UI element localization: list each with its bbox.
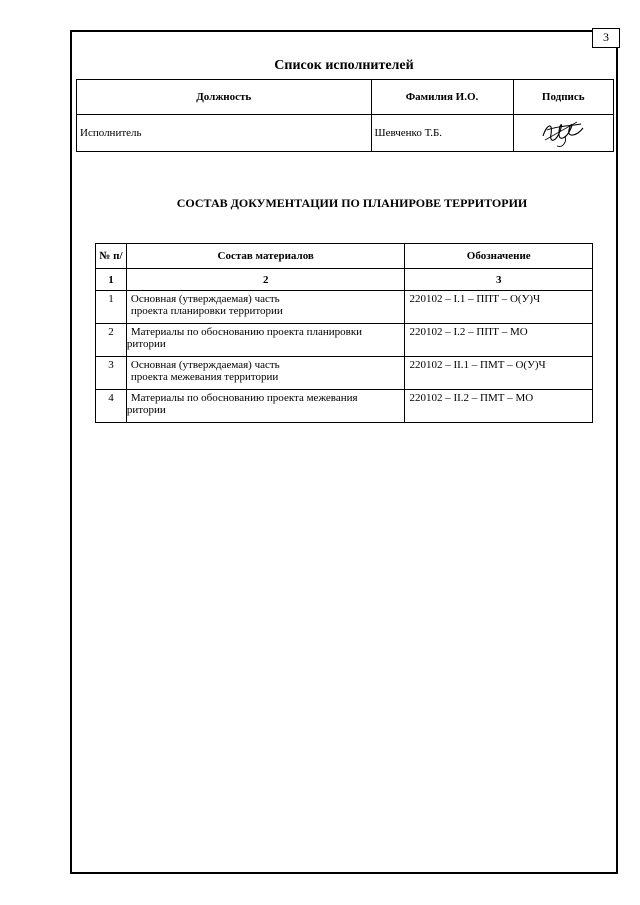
row-material <box>126 357 405 390</box>
documentation-table <box>95 243 593 423</box>
header-number: № п/ <box>96 244 127 269</box>
row-designation: 220102 – I.1 – ППТ – О(У)Ч <box>405 291 593 324</box>
table-row <box>96 291 593 324</box>
row-material <box>126 324 405 357</box>
material-line: ритории <box>126 338 166 350</box>
row-designation: 220102 – II.1 – ПМТ – О(У)Ч <box>405 357 593 390</box>
material-line: Основная (утверждаемая) часть <box>130 359 280 371</box>
executors-title: Список исполнителей <box>274 58 414 73</box>
material-line: Материалы по обоснованию проекта межевания <box>130 392 358 404</box>
header-signature: Подпись <box>513 80 614 115</box>
header-name: Фамилия И.О. <box>371 80 513 115</box>
executor-name: Шевченко Т.Б. <box>371 115 513 152</box>
row-designation: 220102 – I.2 – ППТ – МО <box>405 324 593 357</box>
table-row <box>96 357 593 390</box>
header-designation: Обозначение <box>405 244 593 269</box>
documentation-title: СОСТАВ ДОКУМЕНТАЦИИ ПО ПЛАНИРОВЕ ТЕРРИТОРИИ <box>176 196 528 210</box>
signature-icon <box>537 116 589 150</box>
row-number: 2 <box>96 324 127 357</box>
material-line: Основная (утверждаемая) часть <box>130 293 280 305</box>
documentation-header-row <box>96 244 593 269</box>
row-material <box>126 390 405 423</box>
page-frame <box>70 30 618 874</box>
index-row <box>96 269 593 291</box>
material-line: проекта межевания территории <box>130 371 279 383</box>
executors-header-row <box>77 80 614 115</box>
material-line: проекта планировки территории <box>130 305 283 317</box>
executor-position: Исполнитель <box>77 115 372 152</box>
index-cell: 3 <box>405 269 593 291</box>
executors-table <box>76 79 614 152</box>
row-number: 3 <box>96 357 127 390</box>
page-number: 3 <box>592 28 620 48</box>
table-row <box>96 324 593 357</box>
row-material <box>126 291 405 324</box>
index-cell: 2 <box>126 269 405 291</box>
row-number: 1 <box>96 291 127 324</box>
row-number: 4 <box>96 390 127 423</box>
material-line: ритории <box>126 404 166 416</box>
header-materials: Состав материалов <box>126 244 405 269</box>
table-row <box>96 390 593 423</box>
index-cell: 1 <box>96 269 127 291</box>
material-line: Материалы по обоснованию проекта планировки <box>130 326 363 338</box>
table-row <box>77 115 614 152</box>
executor-signature-cell <box>513 115 614 152</box>
header-position: Должность <box>77 80 372 115</box>
row-designation: 220102 – II.2 – ПМТ – МО <box>405 390 593 423</box>
